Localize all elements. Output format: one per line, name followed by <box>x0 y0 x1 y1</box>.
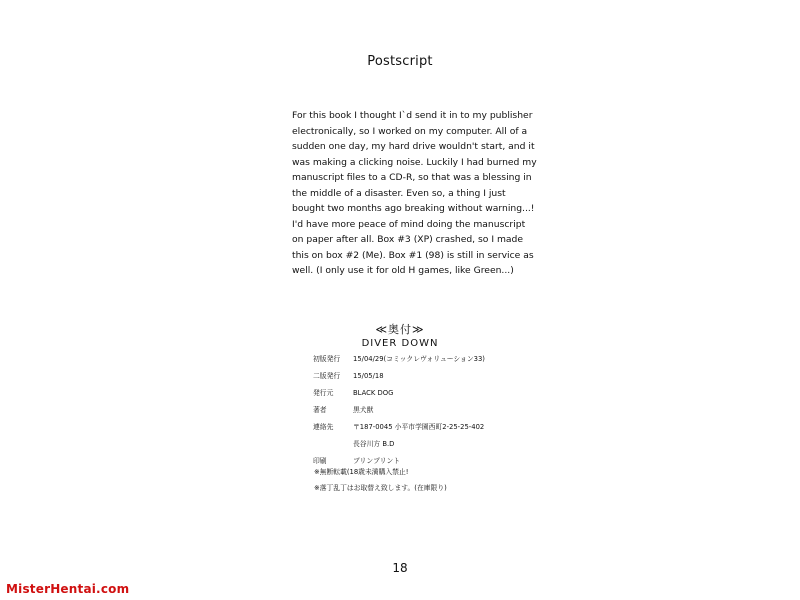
colophon-notes <box>314 464 447 496</box>
note-no-reproduction: ※無断転載(18歳未満購入禁止! <box>314 468 409 476</box>
colophon-value: ブリンプリント <box>353 457 401 465</box>
colophon-table <box>313 351 485 470</box>
book-title: DIVER DOWN <box>361 338 439 349</box>
colophon-header: ≪奥付≫ <box>375 323 425 336</box>
colophon-key: 初版発行 <box>313 355 341 363</box>
site-watermark: MisterHentai.com <box>6 582 130 596</box>
colophon-row-author <box>313 402 485 419</box>
colophon-row-publisher <box>313 385 485 402</box>
colophon-value: 15/04/29(コミックレヴォリューション33) <box>353 355 485 363</box>
colophon-key: 著者 <box>313 406 327 414</box>
colophon-key <box>313 436 353 453</box>
colophon-value: 〒187-0045 小平市学園西町2-25-25-402 <box>353 423 485 431</box>
colophon-value: 長谷川方 B.D <box>353 440 395 448</box>
colophon-value: BLACK DOG <box>353 389 394 397</box>
colophon-row-contact-line2 <box>313 436 485 453</box>
note-misprint-exchange: ※落丁乱丁はお取替え致します。(在庫限り) <box>314 484 447 492</box>
page-number: 18 <box>392 561 408 575</box>
colophon-row-first-edition <box>313 351 485 368</box>
colophon-row-second-edition <box>313 368 485 385</box>
colophon-value: 黒犬獣 <box>353 406 374 414</box>
colophon-key: 発行元 <box>313 389 334 397</box>
colophon-key: 連絡先 <box>313 423 334 431</box>
colophon-row-contact <box>313 419 485 436</box>
postscript-body: For this book I thought I`d send it in to my publisher electronically, so I worked on my computer. All of a sudden one day, my hard drive wouldn't start, and it was making a clicking noise. Luckily I had burned my manuscript files to a CD-R, so that was a blessing in the middle of a disaster. Even so, a thing I just bought two months ago breaking without warning...! I'd have more peace of mind doing the manuscript on paper after all. Box #3 (XP) crashed, so I made this on box #2 (Me). Box #1 (98) is still in service as well. (I only use it for old H games, like Green...) <box>292 110 537 276</box>
colophon-value: 15/05/18 <box>353 372 384 380</box>
colophon-key: 二版発行 <box>313 372 341 380</box>
colophon-key: 印刷 <box>313 457 327 465</box>
page-title: Postscript <box>367 54 433 69</box>
